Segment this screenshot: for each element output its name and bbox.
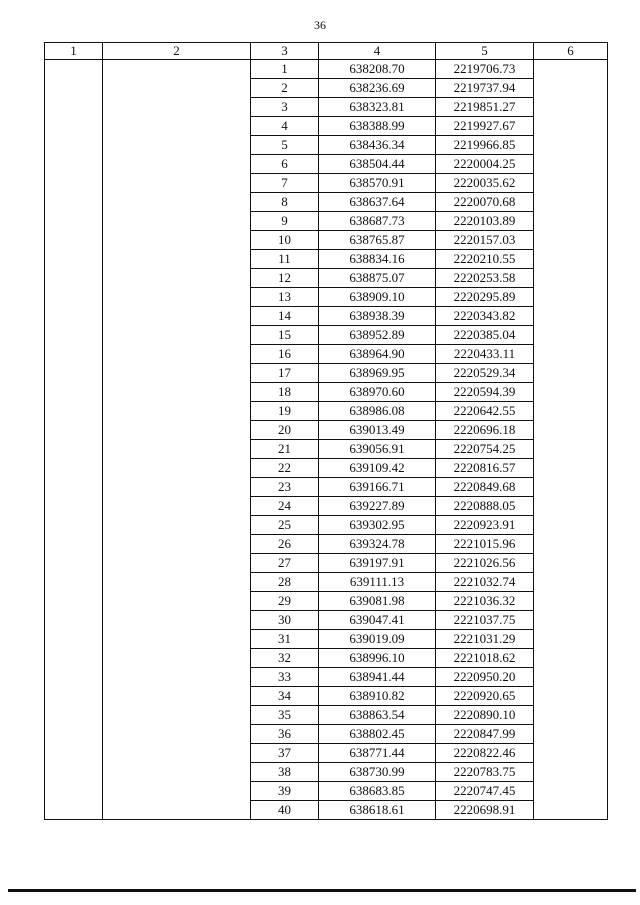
coordinate-y-cell: 2220849.68 [436, 478, 534, 497]
table-header [45, 43, 608, 60]
coordinate-y-cell: 2220950.20 [436, 668, 534, 687]
table-row [45, 60, 608, 79]
coordinate-x-cell: 638938.39 [319, 307, 436, 326]
point-number-cell: 20 [251, 421, 319, 440]
point-number-cell: 19 [251, 402, 319, 421]
coordinate-y-cell: 2220253.58 [436, 269, 534, 288]
point-number-cell: 9 [251, 212, 319, 231]
coordinate-y-cell: 2220923.91 [436, 516, 534, 535]
coordinate-y-cell: 2220343.82 [436, 307, 534, 326]
point-number-cell: 26 [251, 535, 319, 554]
column-6-cell [534, 60, 608, 820]
point-number-cell: 33 [251, 668, 319, 687]
point-number-cell: 28 [251, 573, 319, 592]
coordinate-x-cell: 639013.49 [319, 421, 436, 440]
coordinate-y-cell: 2221018.62 [436, 649, 534, 668]
point-number-cell: 21 [251, 440, 319, 459]
coordinate-y-cell: 2219737.94 [436, 79, 534, 98]
coordinate-y-cell: 2221036.32 [436, 592, 534, 611]
point-number-cell: 27 [251, 554, 319, 573]
point-number-cell: 25 [251, 516, 319, 535]
coordinate-x-cell: 638687.73 [319, 212, 436, 231]
coordinate-x-cell: 638637.64 [319, 193, 436, 212]
coordinate-x-cell: 639166.71 [319, 478, 436, 497]
coordinate-x-cell: 638986.08 [319, 402, 436, 421]
column-1-cell [45, 60, 103, 820]
coordinate-x-cell: 638771.44 [319, 744, 436, 763]
point-number-cell: 11 [251, 250, 319, 269]
coordinate-x-cell: 639227.89 [319, 497, 436, 516]
point-number-cell: 37 [251, 744, 319, 763]
coordinate-y-cell: 2220385.04 [436, 326, 534, 345]
coordinate-x-cell: 639047.41 [319, 611, 436, 630]
point-number-cell: 8 [251, 193, 319, 212]
coordinate-y-cell: 2220920.65 [436, 687, 534, 706]
header-row [45, 43, 608, 60]
coordinate-y-cell: 2220783.75 [436, 763, 534, 782]
point-number-cell: 23 [251, 478, 319, 497]
coordinate-y-cell: 2220433.11 [436, 345, 534, 364]
point-number-cell: 12 [251, 269, 319, 288]
coordinate-y-cell: 2220747.45 [436, 782, 534, 801]
coordinate-x-cell: 638863.54 [319, 706, 436, 725]
point-number-cell: 17 [251, 364, 319, 383]
coordinate-x-cell: 638323.81 [319, 98, 436, 117]
coordinate-y-cell: 2220594.39 [436, 383, 534, 402]
point-number-cell: 29 [251, 592, 319, 611]
point-number-cell: 32 [251, 649, 319, 668]
coordinate-x-cell: 638802.45 [319, 725, 436, 744]
coordinates-table [44, 42, 608, 820]
coordinate-y-cell: 2220816.57 [436, 459, 534, 478]
coordinate-y-cell: 2219706.73 [436, 60, 534, 79]
coordinate-x-cell: 639056.91 [319, 440, 436, 459]
point-number-cell: 4 [251, 117, 319, 136]
coordinate-x-cell: 638910.82 [319, 687, 436, 706]
coordinate-x-cell: 638834.16 [319, 250, 436, 269]
coordinate-y-cell: 2219966.85 [436, 136, 534, 155]
column-header-5: 5 [436, 43, 534, 60]
coordinate-y-cell: 2220890.10 [436, 706, 534, 725]
coordinate-y-cell: 2220103.89 [436, 212, 534, 231]
coordinate-y-cell: 2220888.05 [436, 497, 534, 516]
coordinate-y-cell: 2220754.25 [436, 440, 534, 459]
point-number-cell: 36 [251, 725, 319, 744]
coordinate-y-cell: 2220696.18 [436, 421, 534, 440]
coordinate-y-cell: 2220004.25 [436, 155, 534, 174]
coordinate-x-cell: 638436.34 [319, 136, 436, 155]
coordinate-x-cell: 638970.60 [319, 383, 436, 402]
coordinate-y-cell: 2220698.91 [436, 801, 534, 820]
coordinate-x-cell: 639197.91 [319, 554, 436, 573]
coordinate-y-cell: 2220070.68 [436, 193, 534, 212]
coordinate-x-cell: 639111.13 [319, 573, 436, 592]
coordinate-y-cell: 2221031.29 [436, 630, 534, 649]
coordinate-y-cell: 2219851.27 [436, 98, 534, 117]
point-number-cell: 31 [251, 630, 319, 649]
coordinate-y-cell: 2220295.89 [436, 288, 534, 307]
point-number-cell: 5 [251, 136, 319, 155]
point-number-cell: 15 [251, 326, 319, 345]
coordinate-y-cell: 2220210.55 [436, 250, 534, 269]
coordinate-x-cell: 639019.09 [319, 630, 436, 649]
point-number-cell: 14 [251, 307, 319, 326]
point-number-cell: 38 [251, 763, 319, 782]
coordinate-x-cell: 639109.42 [319, 459, 436, 478]
coordinate-x-cell: 639081.98 [319, 592, 436, 611]
point-number-cell: 13 [251, 288, 319, 307]
point-number-cell: 10 [251, 231, 319, 250]
coordinate-y-cell: 2220822.46 [436, 744, 534, 763]
column-header-6: 6 [534, 43, 608, 60]
point-number-cell: 3 [251, 98, 319, 117]
coordinate-x-cell: 638570.91 [319, 174, 436, 193]
coordinate-x-cell: 638236.69 [319, 79, 436, 98]
coordinate-x-cell: 639324.78 [319, 535, 436, 554]
coordinate-y-cell: 2221026.56 [436, 554, 534, 573]
coordinate-x-cell: 638208.70 [319, 60, 436, 79]
column-header-3: 3 [251, 43, 319, 60]
coordinate-x-cell: 638504.44 [319, 155, 436, 174]
coordinate-y-cell: 2220642.55 [436, 402, 534, 421]
point-number-cell: 30 [251, 611, 319, 630]
coordinate-x-cell: 638683.85 [319, 782, 436, 801]
point-number-cell: 24 [251, 497, 319, 516]
page-number: 36 [314, 18, 326, 32]
point-number-cell: 1 [251, 60, 319, 79]
coordinate-y-cell: 2220529.34 [436, 364, 534, 383]
column-2-cell [103, 60, 251, 820]
point-number-cell: 6 [251, 155, 319, 174]
coordinate-x-cell: 638765.87 [319, 231, 436, 250]
point-number-cell: 7 [251, 174, 319, 193]
coordinate-x-cell: 638996.10 [319, 649, 436, 668]
coordinate-y-cell: 2221037.75 [436, 611, 534, 630]
point-number-cell: 35 [251, 706, 319, 725]
coordinate-x-cell: 638952.89 [319, 326, 436, 345]
column-header-1: 1 [45, 43, 103, 60]
coordinate-y-cell: 2221015.96 [436, 535, 534, 554]
point-number-cell: 18 [251, 383, 319, 402]
coordinate-y-cell: 2220157.03 [436, 231, 534, 250]
coordinate-x-cell: 639302.95 [319, 516, 436, 535]
bottom-rule [8, 889, 636, 892]
point-number-cell: 40 [251, 801, 319, 820]
point-number-cell: 2 [251, 79, 319, 98]
point-number-cell: 34 [251, 687, 319, 706]
coordinate-x-cell: 638941.44 [319, 668, 436, 687]
column-header-2: 2 [103, 43, 251, 60]
point-number-cell: 16 [251, 345, 319, 364]
coordinate-x-cell: 638964.90 [319, 345, 436, 364]
coordinate-x-cell: 638730.99 [319, 763, 436, 782]
coordinate-x-cell: 638969.95 [319, 364, 436, 383]
point-number-cell: 22 [251, 459, 319, 478]
coordinate-y-cell: 2221032.74 [436, 573, 534, 592]
coordinate-y-cell: 2220847.99 [436, 725, 534, 744]
coordinate-x-cell: 638618.61 [319, 801, 436, 820]
column-header-4: 4 [319, 43, 436, 60]
coordinate-x-cell: 638388.99 [319, 117, 436, 136]
table-body [45, 60, 608, 820]
point-number-cell: 39 [251, 782, 319, 801]
coordinate-y-cell: 2220035.62 [436, 174, 534, 193]
coordinate-x-cell: 638909.10 [319, 288, 436, 307]
coordinate-x-cell: 638875.07 [319, 269, 436, 288]
coordinate-y-cell: 2219927.67 [436, 117, 534, 136]
